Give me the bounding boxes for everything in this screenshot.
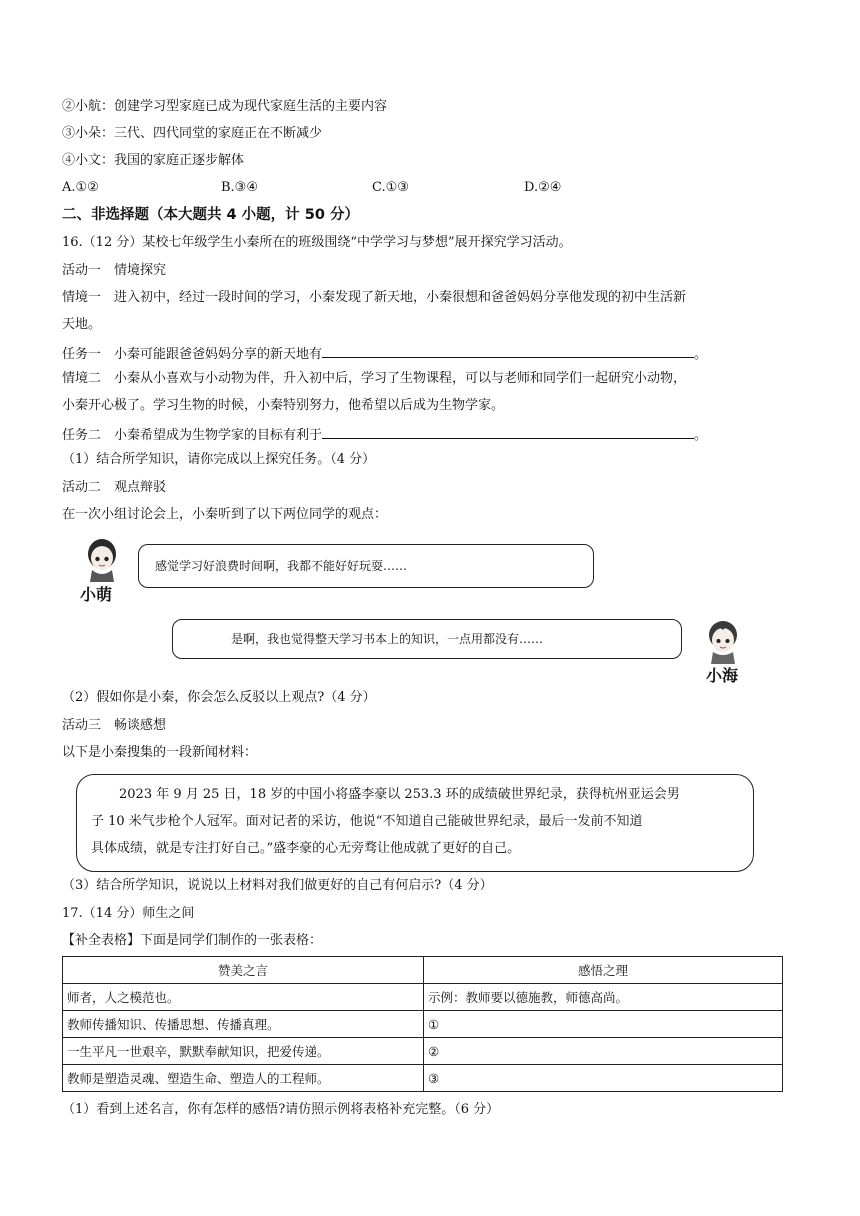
section-heading: 二、非选择题（本大题共 4 小题，计 50 分） <box>62 207 359 223</box>
q16-scene1-line2: 天地。 <box>62 317 102 332</box>
table-cell: 示例：教师要以德施教，师德高尚。 <box>424 984 783 1011</box>
q16-activity2-intro: 在一次小组讨论会上，小秦听到了以下两位同学的观点： <box>62 507 388 522</box>
xiaohai-avatar-icon <box>701 618 745 664</box>
xiaomeng-avatar-icon <box>80 536 124 584</box>
choice-b: B.③④ <box>221 180 258 195</box>
table-cell[interactable]: ③ <box>424 1065 783 1092</box>
q16-activity2: 活动二 观点辩驳 <box>62 480 167 495</box>
q17-table <box>62 956 783 1092</box>
q16-scene2-line1: 情境二 小秦从小喜欢与小动物为伴，升入初中后，学习了生物课程，可以与老师和同学们一起研究小动物， <box>62 371 687 386</box>
q16-task2-end: 。 <box>694 428 708 443</box>
xiaomeng-speech-text: 感觉学习好浪费时间啊，我都不能好好玩耍…… <box>155 559 408 573</box>
q16-activity1: 活动一 情境探究 <box>62 263 167 278</box>
q16-sub1: （1）结合所学知识，请你完成以上探究任务。（4 分） <box>62 452 376 467</box>
q16-task1-text: 任务一 小秦可能跟爸爸妈妈分享的新天地有 <box>62 347 323 362</box>
news-box <box>76 774 754 872</box>
q17-intro: 17.（14 分）师生之间 <box>62 906 195 921</box>
news-line-2: 子 10 米气步枪个人冠军。面对记者的采访，他说“不知道自己能破世界纪录，最后一发前不知道 <box>91 814 643 829</box>
q16-activity3-intro: 以下是小秦搜集的一段新闻材料： <box>62 745 258 760</box>
table-header-row <box>63 957 783 984</box>
xiaomeng-name: 小萌 <box>80 585 113 604</box>
xiaohai-speech-text: 是啊，我也觉得整天学习书本上的知识，一点用都没有…… <box>231 632 544 646</box>
q16-scene2-line2: 小秦开心极了。学习生物的时候，小秦特别努力，他希望以后成为生物学家。 <box>62 398 505 413</box>
q17-sub1: （1）看到上述名言，你有怎样的感悟?请仿照示例将表格补充完整。（6 分） <box>62 1102 500 1117</box>
option-line-3: ③小朵：三代、四代同堂的家庭正在不断减少 <box>62 126 323 141</box>
xiaohai-name: 小海 <box>706 666 739 685</box>
table-header: 赞美之言 <box>63 957 424 984</box>
xiaohai-speech-bubble <box>172 619 682 659</box>
table-cell: 一生平凡一世艰辛，默默奉献知识，把爱传递。 <box>63 1038 424 1065</box>
table-row <box>63 1038 783 1065</box>
table-cell: 教师是塑造灵魂、塑造生命、塑造人的工程师。 <box>63 1065 424 1092</box>
table-row <box>63 1011 783 1038</box>
table-cell[interactable]: ② <box>424 1038 783 1065</box>
q16-scene1-line1: 情境一 进入初中，经过一段时间的学习，小秦发现了新天地，小秦很想和爸爸妈妈分享他发现的初中生活新 <box>62 290 687 305</box>
choice-c: C.①③ <box>372 180 409 195</box>
choice-d: D.②④ <box>524 180 562 195</box>
q16-sub2: （2）假如你是小秦，你会怎么反驳以上观点?（4 分） <box>62 690 376 705</box>
table-cell[interactable]: ① <box>424 1011 783 1038</box>
table-row <box>63 1065 783 1092</box>
q17-table-intro: 【补全表格】下面是同学们制作的一张表格： <box>62 933 323 948</box>
choice-a: A.①② <box>62 180 99 195</box>
table-cell: 教师传播知识、传播思想、传播真理。 <box>63 1011 424 1038</box>
news-line-1: 2023 年 9 月 25 日，18 岁的中国小将盛李豪以 253.3 环的成绩破世界纪录，获得杭州亚运会男 <box>119 787 680 802</box>
option-line-4: ④小文：我国的家庭正逐步解体 <box>62 153 245 168</box>
q16-intro: 16.（12 分）某校七年级学生小秦所在的班级围绕“中学学习与梦想”展开探究学习活动。 <box>62 235 572 250</box>
q16-sub3: （3）结合所学知识，说说以上材料对我们做更好的自己有何启示?（4 分） <box>62 878 493 893</box>
xiaomeng-speech-bubble <box>138 544 594 588</box>
q16-activity3: 活动三 畅谈感想 <box>62 718 167 733</box>
answer-blank[interactable] <box>322 343 694 358</box>
news-line-3: 具体成绩，就是专注打好自己。”盛李豪的心无旁骛让他成就了更好的自己。 <box>91 841 521 856</box>
table-header: 感悟之理 <box>424 957 783 984</box>
option-line-2: ②小航：创建学习型家庭已成为现代家庭生活的主要内容 <box>62 99 388 114</box>
q16-task1 <box>62 343 707 364</box>
answer-blank[interactable] <box>322 424 694 439</box>
q16-task2-text: 任务二 小秦希望成为生物学家的目标有利于 <box>62 428 323 443</box>
table-cell: 师者，人之模范也。 <box>63 984 424 1011</box>
q16-task1-end: 。 <box>694 347 708 362</box>
q16-task2 <box>62 424 707 445</box>
table-row <box>63 984 783 1011</box>
